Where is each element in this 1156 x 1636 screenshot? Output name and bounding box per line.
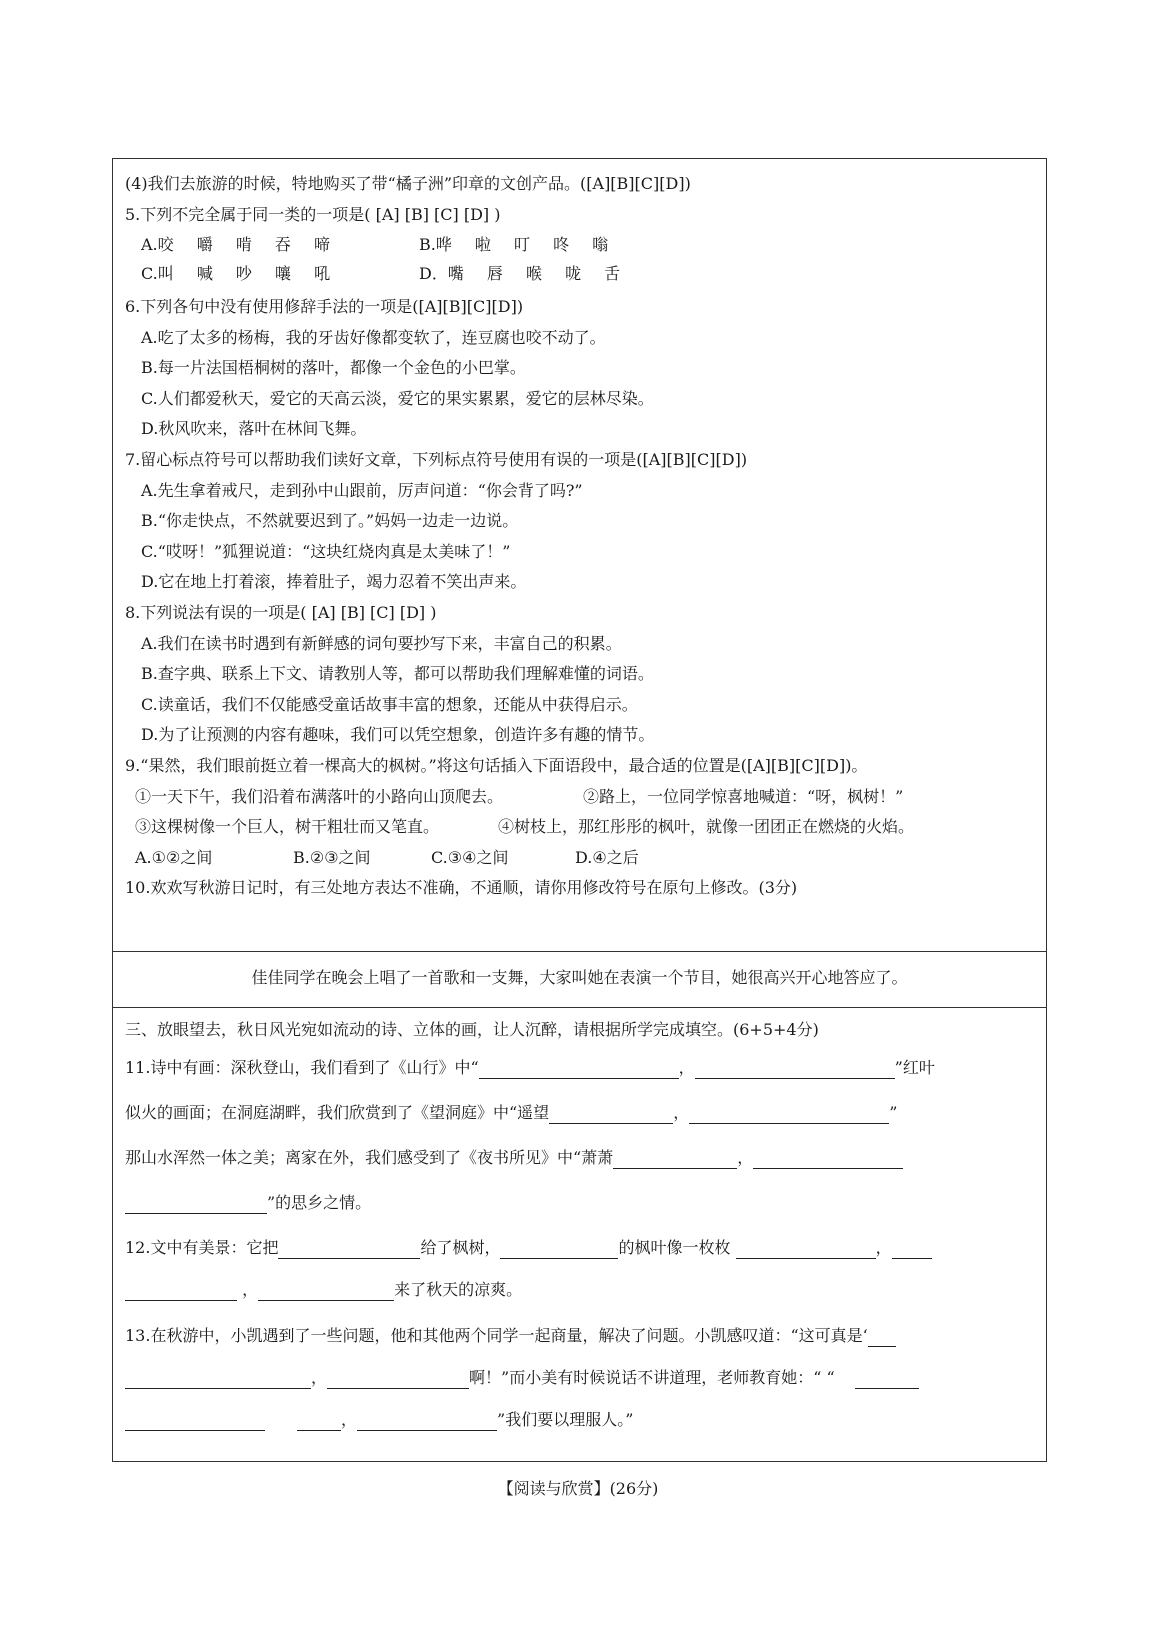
comma: ， <box>242 1280 259 1299</box>
answer-blank[interactable] <box>258 1282 394 1301</box>
q12-line-2 <box>125 1279 522 1301</box>
q10-stem: 10.欢欢写秋游日记时，有三处地方表达不准确，不通顺，请你用修改符号在原句上修改。(3分) <box>125 878 798 897</box>
q9-option-a: A.①②之间 <box>135 848 213 867</box>
section-three-title: 三、放眼望去，秋日风光宛如流动的诗、立体的画，让人沉醉，请根据所学完成填空。(6+5+4分) <box>125 1020 819 1039</box>
q9-stem: 9.“果然，我们眼前挺立着一棵高大的枫树。”将这句话插入下面语段中，最合适的位置是([A][B][C][D])。 <box>125 756 868 775</box>
answer-blank[interactable] <box>613 1150 737 1169</box>
answer-blank[interactable] <box>892 1240 932 1259</box>
answer-blank[interactable] <box>689 1105 889 1124</box>
q11-line-3 <box>125 1147 903 1169</box>
q12-prompt-b: 给了枫树， <box>420 1238 501 1257</box>
q13-line-1 <box>125 1325 896 1347</box>
q5-option-d: D．嘴 唇 喉 咙 舌 <box>419 264 621 283</box>
q5-option-b: B.哗 啦 叮 咚 嗡 <box>419 235 609 254</box>
q12-prompt-c: 的枫叶像一枚枚 <box>618 1238 731 1257</box>
edit-sentence: 佳佳同学在晚会上唱了一首歌和一支舞，大家叫她在表演一个节目，她很高兴开心地答应了。 <box>251 968 908 987</box>
q7-option-d: D.它在地上打着滚，捧着肚子，竭力忍着不笑出声来。 <box>141 572 527 591</box>
q12-prompt-a: 12.文中有美景：它把 <box>125 1238 279 1257</box>
answer-blank[interactable] <box>736 1240 876 1259</box>
comma: ， <box>678 1058 695 1077</box>
q13-prompt-a: 13.在秋游中，小凯遇到了一些问题，他和其他两个同学一起商量，解决了问题。小凯感叹道：“这可真是‘ <box>125 1326 868 1345</box>
answer-blank[interactable] <box>278 1240 420 1259</box>
q6-option-d: D.秋风吹来，落叶在林间飞舞。 <box>141 419 367 438</box>
answer-blank[interactable] <box>868 1328 896 1347</box>
answer-blank[interactable] <box>125 1282 237 1301</box>
edit-sentence-section <box>113 951 1046 1008</box>
fill-in-section <box>113 1007 1046 1461</box>
q9-option-d: D.④之后 <box>575 848 639 867</box>
comma: ， <box>673 1103 690 1122</box>
q13-line-3 <box>125 1409 633 1431</box>
multiple-choice-section <box>113 159 1046 952</box>
q7-option-a: A.先生拿着戒尺，走到孙中山跟前，厉声问道：“你会背了吗?” <box>141 481 583 500</box>
q8-option-c: C.读童话，我们不仅能感受童话故事丰富的想象，还能从中获得启示。 <box>141 695 638 714</box>
q9-sentence-1: ①一天下午，我们沿着布满落叶的小路向山顶爬去。 <box>135 787 504 806</box>
q8-option-d: D.为了让预测的内容有趣味，我们可以凭空想象，创造许多有趣的情节。 <box>141 725 655 744</box>
q12-line-1 <box>125 1237 932 1259</box>
q7-stem: 7.留心标点符号可以帮助我们读好文章，下列标点符号使用有误的一项是([A][B][C][D]) <box>125 450 748 469</box>
answer-blank[interactable] <box>327 1370 469 1389</box>
answer-blank[interactable] <box>479 1060 679 1079</box>
q13-prompt-b: 啊！”而小美有时候说话不讲道理，老师教育她：“ “ <box>469 1368 835 1387</box>
q6-option-c: C.人们都爱秋天，爱它的天高云淡，爱它的果实累累，爱它的层林尽染。 <box>141 389 654 408</box>
answer-blank[interactable] <box>855 1370 919 1389</box>
q9-option-c: C.③④之间 <box>431 848 509 867</box>
q7-option-b: B.“你走快点，不然就要迟到了。”妈妈一边走一边说。 <box>141 511 519 530</box>
q5-option-c: C.叫 喊 吵 嚷 吼 <box>141 264 331 283</box>
q6-option-b: B.每一片法国梧桐树的落叶，都像一个金色的小巴掌。 <box>141 358 526 377</box>
q13-line-2 <box>125 1367 919 1389</box>
q5-option-a: A.咬 嚼 啃 吞 啼 <box>141 235 330 254</box>
answer-blank[interactable] <box>125 1370 311 1389</box>
q8-option-a: A.我们在读书时遇到有新鲜感的词句要抄写下来，丰富自己的积累。 <box>141 634 622 653</box>
comma: ， <box>875 1238 892 1257</box>
comma: ， <box>341 1410 358 1429</box>
answer-blank[interactable] <box>125 1412 265 1431</box>
q7-option-c: C.“哎呀！”狐狸说道：“这块红烧肉真是太美味了！” <box>141 542 511 561</box>
q11-line-4 <box>125 1192 371 1214</box>
q8-option-b: B.查字典、联系上下文、请教别人等，都可以帮助我们理解难懂的词语。 <box>141 664 654 683</box>
q13-prompt-c: ”我们要以理服人。” <box>497 1410 634 1429</box>
q4-item: (4)我们去旅游的时候，特地购买了带“橘子洲”印章的文创产品。([A][B][C][D]) <box>125 174 691 193</box>
q11-prompt-e: 那山水浑然一体之美；离家在外，我们感受到了《夜书所见》中“萧萧 <box>125 1148 614 1167</box>
answer-blank[interactable] <box>549 1105 673 1124</box>
q6-stem: 6.下列各句中没有使用修辞手法的一项是([A][B][C][D]) <box>125 297 524 316</box>
answer-blank[interactable] <box>753 1150 903 1169</box>
answer-blank[interactable] <box>357 1412 497 1431</box>
q11-prompt-b: ”红叶 <box>894 1058 935 1077</box>
comma: ， <box>737 1148 754 1167</box>
q6-option-a: A.吃了太多的杨梅，我的牙齿好像都变软了，连豆腐也咬不动了。 <box>141 328 606 347</box>
q11-prompt-d: ” <box>889 1103 898 1122</box>
q11-prompt-f: ”的思乡之情。 <box>267 1193 372 1212</box>
comma: ， <box>311 1368 328 1387</box>
answer-blank[interactable] <box>695 1060 895 1079</box>
q9-sentence-2: ②路上，一位同学惊喜地喊道：“呀，枫树！” <box>583 787 904 806</box>
q8-stem: 8.下列说法有误的一项是( [A] [B] [C] [D] ) <box>125 603 437 622</box>
q12-prompt-d: 来了秋天的凉爽。 <box>394 1280 523 1299</box>
q9-sentence-4: ④树枝上，那红彤彤的枫叶，就像一团团正在燃烧的火焰。 <box>498 817 915 836</box>
answer-blank[interactable] <box>125 1195 267 1214</box>
q9-option-b: B.②③之间 <box>293 848 371 867</box>
q11-prompt-a: 11.诗中有画：深秋登山，我们看到了《山行》中“ <box>125 1058 479 1077</box>
q11-line-1 <box>125 1057 935 1079</box>
q5-stem: 5.下列不完全属于同一类的一项是( [A] [B] [C] [D] ) <box>125 205 501 224</box>
answer-blank[interactable] <box>500 1240 618 1259</box>
q11-prompt-c: 似火的画面；在洞庭湖畔，我们欣赏到了《望洞庭》中“遥望 <box>125 1103 550 1122</box>
q11-line-2 <box>125 1102 897 1124</box>
question-frame <box>112 158 1047 1462</box>
q9-sentence-3: ③这棵树像一个巨人，树干粗壮而又笔直。 <box>135 817 440 836</box>
next-section-title: 【阅读与欣赏】(26分) <box>497 1479 659 1498</box>
answer-blank[interactable] <box>297 1412 341 1431</box>
